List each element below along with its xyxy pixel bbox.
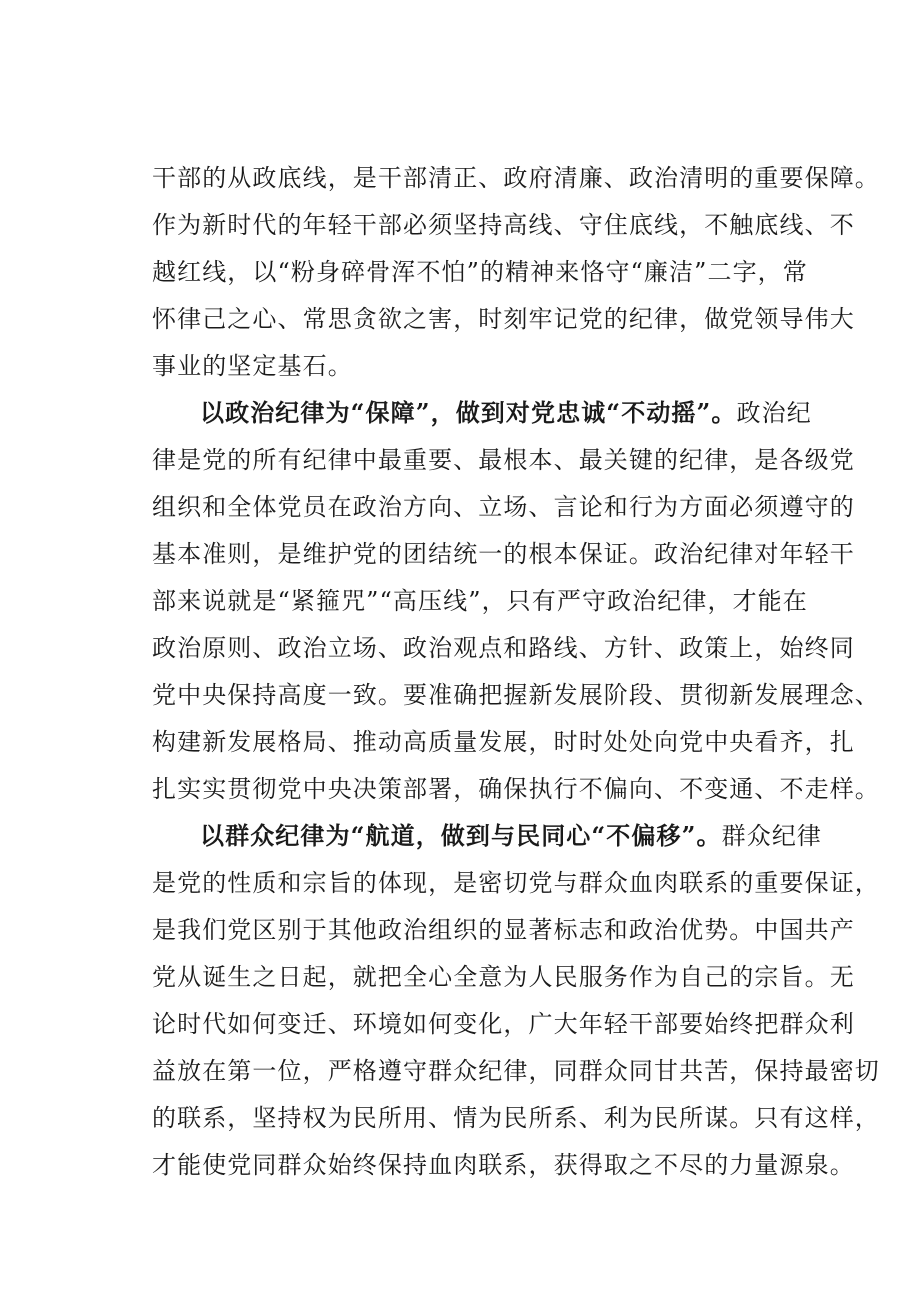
paragraph2-first-line: [200, 393, 812, 433]
paragraph3-heading: 以群众纪律为“航道，做到与民同心“不偏移”。: [200, 821, 722, 850]
paragraph3-line: 益放在第一位，严格遵守群众纪律，同群众同甘共苦，保持最密切: [152, 1057, 880, 1085]
paragraph3-line: 的联系，坚持权为民所用、情为民所系、利为民所谋。只有这样，: [152, 1104, 880, 1132]
paragraph3-line: 论时代如何变迁、环境如何变化，广大年轻干部要始终把群众利: [152, 1010, 855, 1038]
paragraph2-line: 党中央保持高度一致。要准确把握新发展阶段、贯彻新发展理念、: [152, 681, 880, 709]
paragraph3-first-line-rest: 群众纪律: [721, 822, 823, 850]
paragraph2-line: 组织和全体党员在政治方向、立场、言论和行为方面必须遵守的: [152, 493, 855, 521]
paragraph2-first-line-rest: 政治纪: [736, 399, 812, 427]
paragraph2-line: 扎实实贯彻党中央决策部署，确保执行不偏向、不变通、不走样。: [152, 775, 880, 803]
paragraph1-line: 事业的坚定基石。: [152, 352, 353, 380]
paragraph3-first-line: [200, 816, 822, 856]
paragraph1-line: 干部的从政底线，是干部清正、政府清廉、政治清明的重要保障。: [152, 164, 880, 192]
paragraph2-line: 政治原则、政治立场、政治观点和路线、方针、政策上，始终同: [152, 634, 855, 662]
paragraph2-line: 律是党的所有纪律中最重要、最根本、最关键的纪律，是各级党: [152, 446, 855, 474]
paragraph3-line: 才能使党同群众始终保持血肉联系，获得取之不尽的力量源泉。: [152, 1151, 855, 1179]
paragraph2-heading: 以政治纪律为“保障”，做到对党忠诚“不动摇”。: [200, 398, 737, 427]
paragraph3-line: 是我们党区别于其他政治组织的显著标志和政治优势。中国共产: [152, 916, 855, 944]
paragraph2-line: 部来说就是“紧箍咒”“高压线”，只有严守政治纪律，才能在: [152, 587, 808, 615]
paragraph1-line: 作为新时代的年轻干部必须坚持高线、守住底线，不触底线、不: [152, 211, 855, 239]
paragraph1-line: 怀律己之心、常思贪欲之害，时刻牢记党的纪律，做党领导伟大: [152, 305, 855, 333]
paragraph2-line: 基本准则，是维护党的团结统一的根本保证。政治纪律对年轻干: [152, 540, 855, 568]
paragraph3-line: 是党的性质和宗旨的体现，是密切党与群众血肉联系的重要保证，: [152, 869, 880, 897]
paragraph2-line: 构建新发展格局、推动高质量发展，时时处处向党中央看齐，扎: [152, 728, 855, 756]
paragraph3-line: 党从诞生之日起，就把全心全意为人民服务作为自己的宗旨。无: [152, 963, 855, 991]
paragraph1-line: 越红线，以“粉身碎骨浑不怕”的精神来恪守“廉洁”二字，常: [152, 258, 808, 286]
